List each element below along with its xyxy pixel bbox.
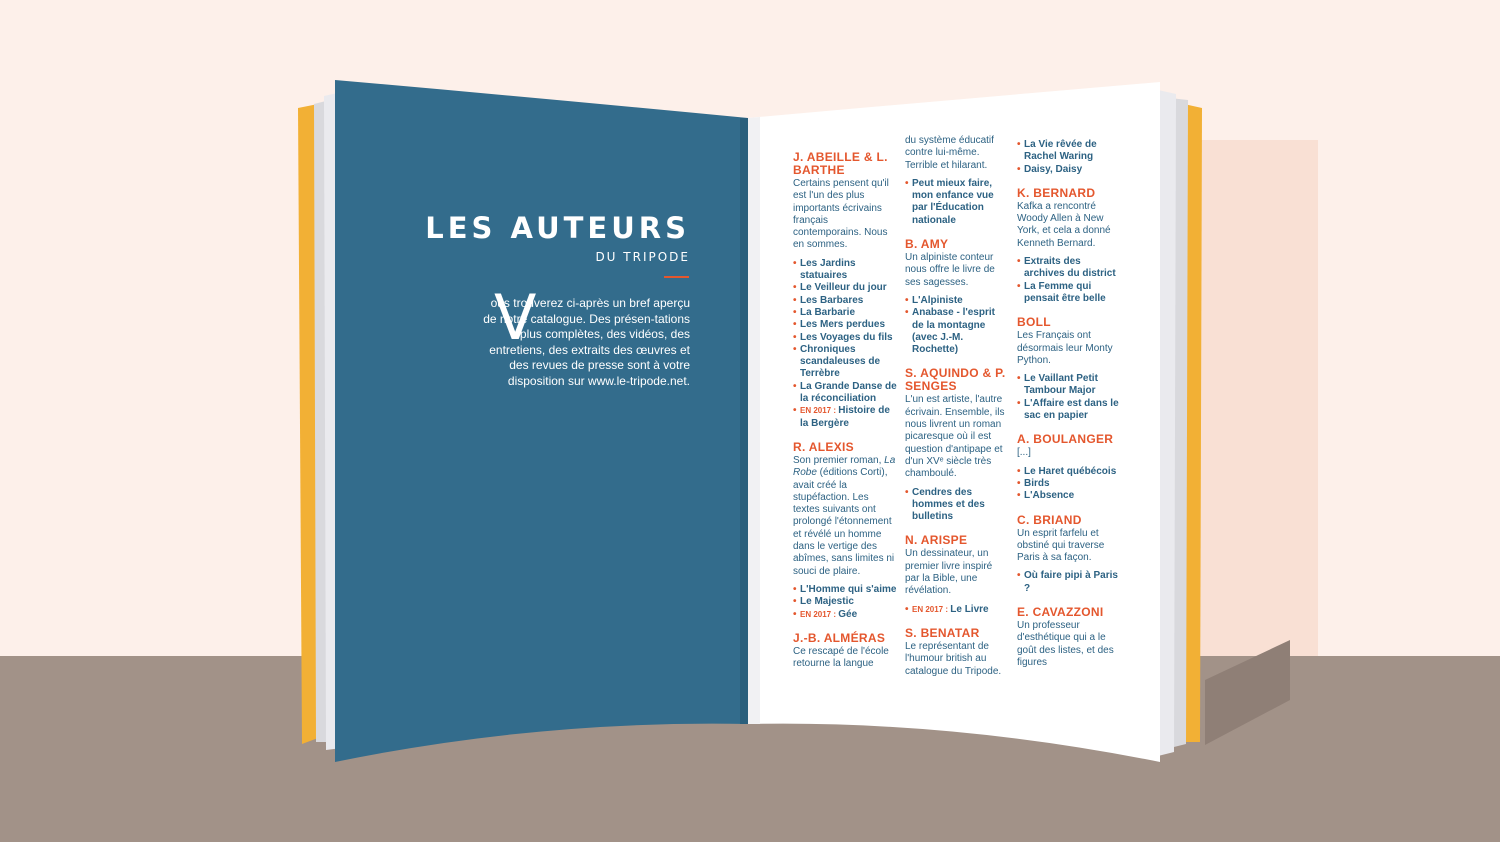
book-title: • Anabase - l'esprit de la montagne (avec J.-M. Rochette) bbox=[905, 307, 1009, 356]
author-name: N. ARISPE bbox=[905, 533, 968, 548]
book-list bbox=[793, 584, 897, 621]
author-description: Certains pensent qu'il est l'un des plus importants écrivains français contemporains. Nous en sommes. bbox=[793, 178, 889, 251]
book-title: • EN 2017 : Le Livre bbox=[905, 604, 1009, 616]
author-name: B. AMY bbox=[905, 237, 949, 252]
author-entry bbox=[905, 238, 1009, 356]
book-list bbox=[1017, 139, 1121, 176]
book-title: • L'Homme qui s'aime bbox=[793, 584, 897, 596]
author-name: A. BOULANGER bbox=[1017, 432, 1114, 447]
book-list bbox=[1017, 373, 1121, 422]
author-entry bbox=[905, 367, 1009, 523]
book-title: • L'Affaire est dans le sac en papier bbox=[1017, 398, 1121, 423]
upcoming-tag: EN 2017 : bbox=[800, 406, 839, 416]
author-description: Un alpiniste conteur nous offre le livre de ses sagesses. bbox=[905, 252, 995, 288]
book-title: • La Femme qui pensait être belle bbox=[1017, 281, 1121, 306]
author-entry bbox=[1017, 139, 1121, 176]
book-title: • La Barbarie bbox=[793, 307, 897, 319]
book-title: • Birds bbox=[1017, 478, 1121, 490]
book-title: • Le Majestic bbox=[793, 596, 897, 608]
author-description: du système éducatif contre lui-même. Terrible et hilarant. bbox=[905, 135, 994, 171]
author-entry bbox=[1017, 433, 1121, 502]
book-list bbox=[1017, 466, 1121, 503]
book-title-inline: La Robe bbox=[793, 454, 896, 479]
book-title: • Les Voyages du fils bbox=[793, 332, 897, 344]
book-title: • Cendres des hommes et des bulletins bbox=[905, 487, 1009, 524]
book-title: • Où faire pipi à Paris ? bbox=[1017, 570, 1121, 595]
upcoming-tag: EN 2017 : bbox=[912, 604, 951, 614]
author-name: R. ALEXIS bbox=[793, 439, 854, 454]
book-list bbox=[1017, 570, 1121, 595]
author-entry bbox=[1017, 187, 1121, 305]
book-title: • Les Barbares bbox=[793, 295, 897, 307]
author-description: Son premier roman, La Robe (éditions Corti), avait créé la stupéfaction. Les textes suivants ont prolongé l'étonnement et révélé un homme dans le vertige des abîmes, sans limites ni souci de plaire. bbox=[793, 454, 896, 577]
book-title: • Daisy, Daisy bbox=[1017, 164, 1121, 176]
author-name: S. BENATAR bbox=[905, 625, 980, 640]
author-description: Ce rescapé de l'école retourne la langue bbox=[793, 645, 889, 670]
author-entry bbox=[1017, 514, 1121, 595]
book-list bbox=[905, 178, 1009, 227]
book-title: • Chroniques scandaleuses de Terrèbre bbox=[793, 344, 897, 381]
author-name: K. BERNARD bbox=[1017, 185, 1096, 200]
book-title: • Extraits des archives du district bbox=[1017, 256, 1121, 281]
author-entry bbox=[1017, 606, 1121, 669]
author-entry bbox=[905, 534, 1009, 615]
book-list bbox=[905, 604, 1009, 616]
book-list bbox=[905, 487, 1009, 524]
intro-paragraph: ous trouverez ci-après un bref aperçu de notre catalogue. Des présen-tations plus complètes, des vidéos, des entretiens, des extraits des œuvres et des revues de presse sont à votre disposition sur www.le-tripode.net. bbox=[483, 296, 690, 388]
author-entry bbox=[793, 632, 897, 671]
page-title: LES AUTEURS bbox=[425, 211, 690, 245]
author-description: Le représentant de l'humour british au catalogue du Tripode. bbox=[905, 640, 1002, 677]
author-description: Un esprit farfelu et obstiné qui traverse Paris à sa façon. bbox=[1017, 527, 1105, 564]
page-subtitle: DU TRIPODE bbox=[595, 250, 690, 264]
author-name: J.-B. ALMÉRAS bbox=[793, 630, 886, 645]
book-title: • Le Vaillant Petit Tambour Major bbox=[1017, 373, 1121, 398]
book-title: • L'Absence bbox=[1017, 490, 1121, 502]
drop-cap: V bbox=[494, 281, 537, 354]
author-description: Un dessinateur, un premier livre inspiré par la Bible, une révélation. bbox=[905, 548, 993, 597]
book-title: • La Grande Danse de la réconciliation bbox=[793, 381, 897, 406]
book-title: • Les Mers perdues bbox=[793, 319, 897, 331]
book-title: • Le Haret québécois bbox=[1017, 466, 1121, 478]
book-list bbox=[1017, 256, 1121, 305]
book-list bbox=[905, 295, 1009, 356]
author-entry bbox=[905, 135, 1009, 227]
author-name: S. AQUINDO & P. SENGES bbox=[905, 366, 1006, 394]
book-title: • EN 2017 : Gée bbox=[793, 609, 897, 621]
title-rule bbox=[664, 276, 689, 278]
book-title: • EN 2017 : Histoire de la Bergère bbox=[793, 405, 897, 430]
book-title: • L'Alpiniste bbox=[905, 295, 1009, 307]
author-name: J. ABEILLE & L. BARTHE bbox=[793, 150, 888, 177]
book-title: • Les Jardins statuaires bbox=[793, 258, 897, 283]
column-2 bbox=[905, 135, 1009, 689]
author-entry bbox=[1017, 316, 1121, 422]
author-name: C. BRIAND bbox=[1017, 512, 1082, 527]
column-1 bbox=[793, 151, 897, 681]
author-description: Un professeur d'esthétique qui a le goût des listes, et des figures bbox=[1017, 620, 1114, 668]
book-title: • Le Veilleur du jour bbox=[793, 282, 897, 294]
author-description: [...] bbox=[1017, 447, 1031, 459]
author-entry bbox=[793, 441, 897, 621]
column-3 bbox=[1017, 139, 1121, 680]
author-description: L'un est artiste, l'autre écrivain. Ensemble, ils nous livrent un roman picaresque où il est question d'antipape et d'un XVᵉ siècle très chamboulé. bbox=[905, 394, 1005, 480]
author-entry bbox=[905, 627, 1009, 678]
upcoming-tag: EN 2017 : bbox=[800, 609, 839, 619]
author-entry bbox=[793, 151, 897, 430]
author-name: E. CAVAZZONI bbox=[1017, 605, 1104, 620]
book-list bbox=[793, 258, 897, 430]
author-description: Kafka a rencontré Woody Allen à New York, et cela a donné Kenneth Bernard. bbox=[1017, 200, 1111, 249]
book-title: • Peut mieux faire, mon enfance vue par l'Éducation nationale bbox=[905, 178, 1009, 227]
author-name: BOLL bbox=[1017, 315, 1051, 330]
book-title: • La Vie rêvée de Rachel Waring bbox=[1017, 139, 1121, 164]
author-description: Les Français ont désormais leur Monty Python. bbox=[1017, 330, 1113, 366]
